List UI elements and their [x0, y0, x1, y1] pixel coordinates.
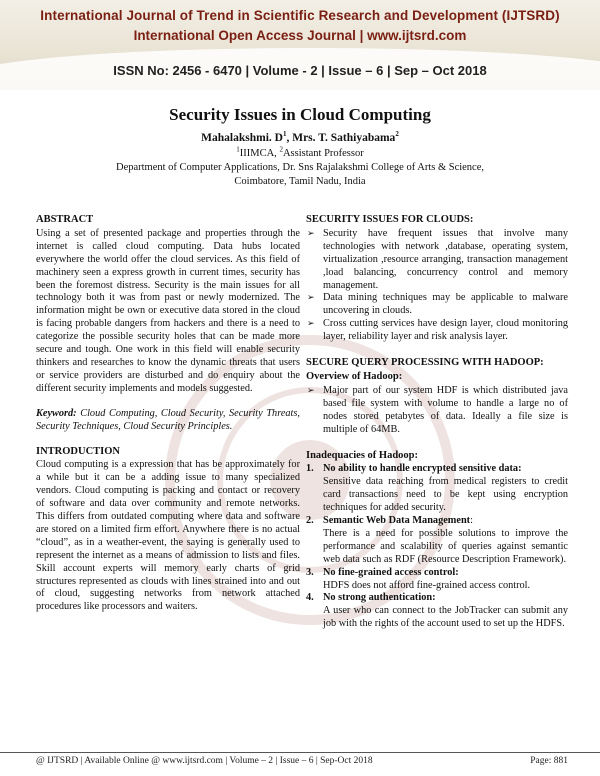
keywords: [36, 408, 300, 434]
footer-citation: @ IJTSRD | Available Online @ www.ijtsrd.com | Volume – 2 | Issue – 6 | Sep-Oct 2018: [36, 756, 373, 766]
role-sup-2: 2: [279, 145, 283, 154]
abstract-text: Using a set of presented package and properties through the internet is called cloud computing. Data hubs located everywhere the world offer the cloud services. As this field of machinery seen a express growth in current times, security has been the foremost distress. Security is the main issues for all technology both it was from past or newly modernized. The information might be own or executive data stored in the cloud is facing probable dangers from hackers and there is a need to categorize the possible security holes that can be made more secure and tough. One work in this field will enable security thinkers and researches to know the dynamic threats that users or service providers are disturbed and do enquiry about the different security implements and models suggested.: [36, 227, 300, 394]
arrow-bullet-icon: ➢: [307, 385, 315, 396]
security-issues-heading: SECURITY ISSUES FOR CLOUDS:: [306, 214, 474, 225]
introduction-text: Cloud computing is a expression that has be approximately for a while but it can be a adding issue to many specialized vendors. Cloud computing is packing and contact or recovery of software and data over community and remote networks. This differs from outdated computing where data and software are stored on a limited firm effort. Anywhere there is no actual “cloud”, as in a weather-event, the saying is generally used to represent the internet as a means of admission to lists and files. Skill account experts will memory early charts of grid structures represented as clouds with lines strained into and out of cloud, suggesting networks from network attached procedures like processors and waiters.: [36, 459, 300, 613]
hadoop-overview-heading: Overview of Hadoop:: [306, 370, 403, 382]
author-2: , Mrs. T. Sathiyabama: [286, 132, 396, 144]
list-item: 1. No ability to handle encrypted sensitive data: Sensitive data reaching from medical registers to credit card transactions need to be kept using encryption techniques for added security.: [306, 463, 568, 514]
abstract-heading: ABSTRACT: [36, 214, 94, 225]
issn-line: ISSN No: 2456 - 6470 | Volume - 2 | Issue – 6 | Sep – Oct 2018: [113, 63, 487, 78]
arrow-bullet-icon: ➢: [307, 293, 315, 304]
introduction-heading: INTRODUCTION: [36, 445, 121, 457]
author-1: Mahalakshmi. D: [201, 132, 283, 144]
secure-query-heading: SECURE QUERY PROCESSING WITH HADOOP:: [306, 357, 544, 369]
arrow-bullet-icon: ➢: [307, 319, 315, 330]
hadoop-overview-list: [306, 385, 568, 437]
author-1-sup: 1: [282, 130, 287, 139]
list-item: 4. No strong authentication: A user who can connect to the JobTracker can submit any job with the rights of the account used to set up the HDFS.: [306, 592, 568, 630]
left-column: [36, 214, 300, 614]
journal-name: International Journal of Trend in Scientific Research and Development (IJTSRD): [40, 8, 560, 23]
role-sup-1: 1: [236, 145, 240, 154]
arrow-bullet-icon: ➢: [307, 228, 315, 239]
keywords-text: Cloud Computing, Cloud Security, Security Threats, Security Techniques, Cloud Security Principles.: [36, 407, 300, 432]
list-item: ➢ Data mining techniques may be applicable to malware uncovering in clouds.: [307, 292, 568, 317]
list-item: ➢ Security have frequent issues that involve many technologies with network ,database, operating system, virtualization ,resource arranging, transaction management ,load balancing, concurrency control and memory management.: [307, 227, 568, 291]
list-item: ➢ Cross cutting services have design layer, cloud monitoring layer, reliability layer and risk analysis layer.: [307, 318, 568, 343]
list-item: 3. No fine-grained access control: HDFS does not afford fine-grained access control.: [306, 566, 531, 591]
author-2-sup: 2: [395, 130, 399, 139]
author-roles: [0, 145, 600, 160]
role-1: IIIMCA,: [239, 148, 280, 159]
list-item: ➢ Major part of our system HDF is which distributed java based file system with volume to handle a large no of nodes stored petabytes of data. Ideally a file size is multiple of 64MB.: [307, 384, 568, 435]
inadequacies-list: [306, 463, 568, 631]
author-line: [0, 132, 600, 144]
keywords-label: Keyword:: [36, 407, 77, 419]
role-2: Assistant Professor: [282, 148, 364, 159]
footer-divider: [0, 752, 600, 753]
inadequacies-heading: Inadequacies of Hadoop:: [306, 449, 419, 461]
journal-banner: [0, 0, 600, 90]
paper-title: Security Issues in Cloud Computing: [169, 105, 431, 124]
page-footer: [36, 756, 568, 766]
list-item: 2. Semantic Web Data Management: There is a need for possible solutions to improve the performance and scalability of queries against semantic web data such as RDF (Resource Description Framework).: [306, 515, 568, 565]
right-column: [306, 214, 568, 631]
security-issues-list: [306, 228, 568, 344]
department: Department of Computer Applications, Dr. Sns Rajalakshmi College of Arts & Science,: [115, 162, 485, 173]
page-number: Page: 881: [530, 756, 568, 766]
location: Coimbatore, Tamil Nadu, India: [234, 176, 366, 187]
journal-subline: International Open Access Journal | www.ijtsrd.com: [133, 28, 467, 43]
